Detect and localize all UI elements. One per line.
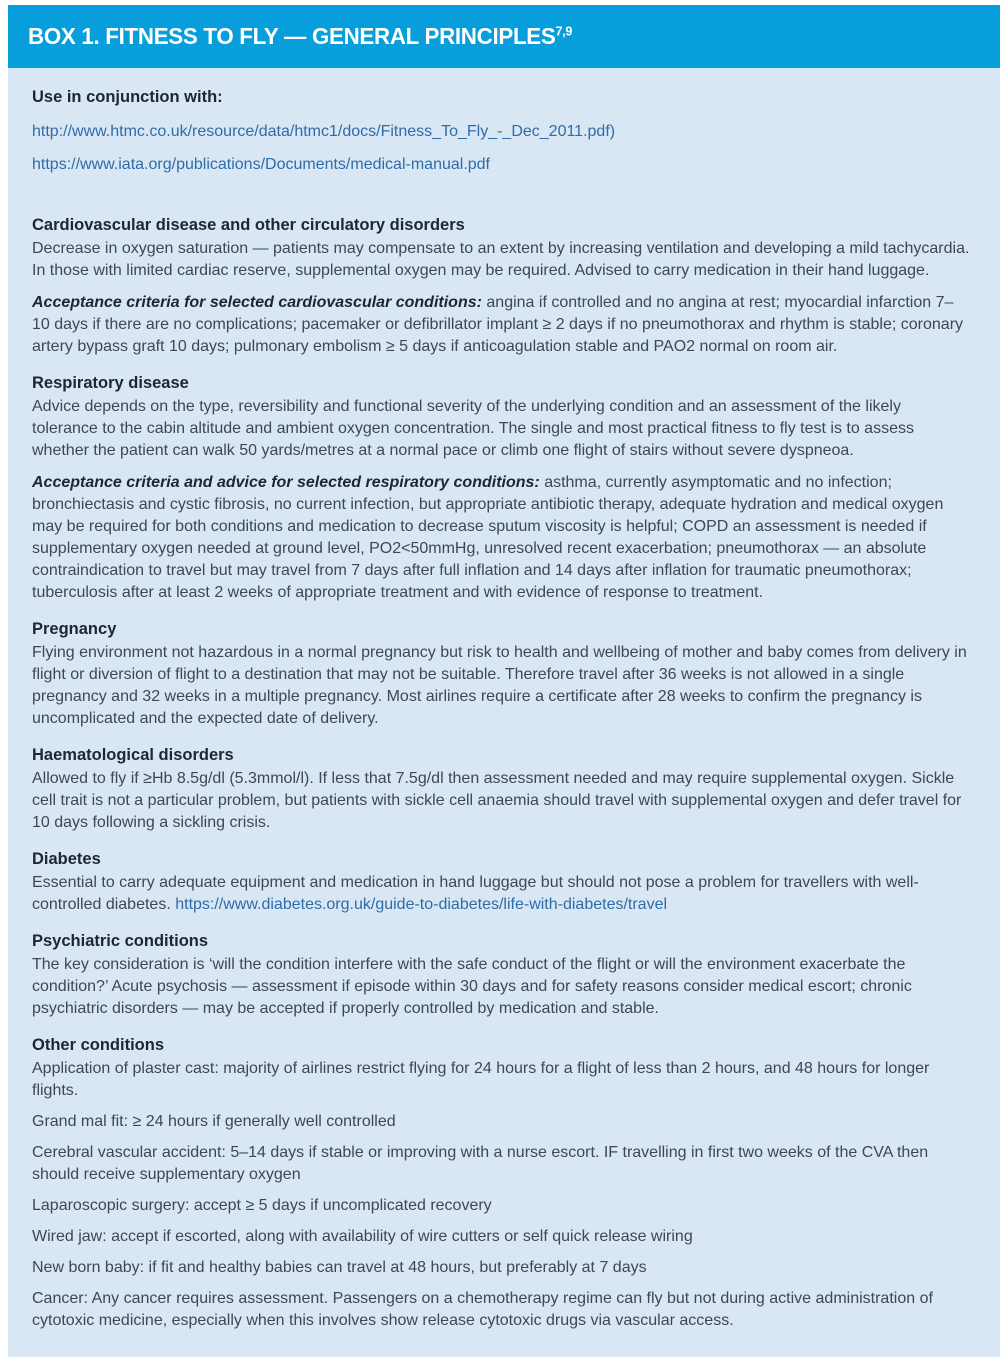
cardiovascular-body-text: Decrease in oxygen saturation — patients may compensate to an extent by increasing ventilation and developing a mild tachycardia. In those with limited cardiac reserve, supplemental oxygen may be required. Advised to carry medication in their hand luggage.: [32, 240, 970, 279]
laparoscopic-surgery-text: Laparoscopic surgery: accept ≥ 5 days if uncomplicated recovery: [32, 1197, 492, 1214]
new-born-baby-text: New born baby: if fit and healthy babies can travel at 48 hours, but preferably at 7 days: [32, 1259, 647, 1276]
diabetes-travel-link[interactable]: https://www.diabetes.org.uk/guide-to-diabetes/life-with-diabetes/travel: [175, 896, 668, 913]
psychiatric-body-text: The key consideration is ‘will the condition interfere with the safe conduct of the flight or will the environment exacerbate the condition?’ Acute psychosis — assessment if episode within 30 days and for safety reasons consider medical escort; chronic psychiatric disorders — may be accepted if properly controlled by medication and stable.: [32, 956, 912, 1017]
box-title-text: BOX 1. FITNESS TO FLY — GENERAL PRINCIPLES: [28, 23, 556, 49]
wired-jaw-text: Wired jaw: accept if escorted, along with availability of wire cutters or self quick release wiring: [32, 1228, 693, 1245]
htmc-link-line: [32, 118, 970, 145]
other-conditions-heading: Other conditions: [32, 1036, 164, 1054]
htmc-fitness-to-fly-link[interactable]: http://www.htmc.co.uk/resource/data/htmc1/docs/Fitness_To_Fly_-_Dec_2011.pdf): [32, 123, 616, 140]
box-title: [28, 23, 572, 50]
grand-mal-fit-text: Grand mal fit: ≥ 24 hours if generally well controlled: [32, 1113, 396, 1130]
haematological-heading: Haematological disorders: [32, 746, 234, 764]
cardiovascular-criteria-paragraph: [32, 292, 970, 358]
box-title-bar: [8, 5, 1000, 68]
iata-link-line: [32, 151, 970, 178]
respiratory-criteria-lead: Acceptance criteria and advice for selected respiratory conditions:: [32, 474, 540, 491]
pregnancy-heading: Pregnancy: [32, 620, 117, 638]
cardiovascular-criteria-text: angina if controlled and no angina at rest; myocardial infarction 7–10 days if there are no complications; pacemaker or defibrillator implant ≥ 2 days if no pneumothorax and rhythm is stable; coronary artery bypass graft 10 days; pulmonary embolism ≥ 5 days if anticoagulation stable and PAO2 normal on room air.: [32, 294, 964, 355]
cardiovascular-criteria-lead: Acceptance criteria for selected cardiovascular conditions:: [32, 294, 482, 311]
plaster-cast-text: Application of plaster cast: majority of airlines restrict flying for 24 hours for a flight of less than 2 hours, and 48 hours for longer flights.: [32, 1060, 930, 1099]
cardiovascular-heading: Cardiovascular disease and other circulatory disorders: [32, 216, 465, 234]
respiratory-heading: Respiratory disease: [32, 374, 189, 392]
pregnancy-body-text: Flying environment not hazardous in a normal pregnancy but risk to health and wellbeing of mother and baby comes from delivery in flight or diversion of flight to a destination that may not be suitable. Therefore travel after 36 weeks is not allowed in a single pregnancy and 32 weeks in a multiple pregnancy. Most airlines require a certificate after 28 weeks to confirm the pregnancy is uncomplicated and the expected date of delivery.: [32, 644, 967, 727]
respiratory-criteria-paragraph: [32, 472, 970, 604]
cancer-text: Cancer: Any cancer requires assessment. Passengers on a chemotherapy regime can fly but not during active administration of cytotoxic medicine, especially when this involves show release cytotoxic drugs via vascular access.: [32, 1290, 933, 1329]
use-in-conjunction-label: Use in conjunction with:: [32, 88, 223, 106]
box-content: [8, 68, 1000, 1357]
psychiatric-heading: Psychiatric conditions: [32, 932, 209, 950]
haematological-body-text: Allowed to fly if ≥Hb 8.5g/dl (5.3mmol/l). If less that 7.5g/dl then assessment needed and may require supplemental oxygen. Sickle cell trait is not a particular problem, but patients with sickle cell anaemia should travel with supplemental oxygen and defer travel for 10 days following a sickling crisis.: [32, 770, 962, 831]
diabetes-heading: Diabetes: [32, 850, 101, 868]
cerebral-vascular-accident-text: Cerebral vascular accident: 5–14 days if stable or improving with a nurse escort. IF travelling in first two weeks of the CVA then should receive supplementary oxygen: [32, 1144, 929, 1183]
box1-panel-background: [8, 5, 1000, 1357]
respiratory-body-text: Advice depends on the type, reversibility and functional severity of the underlying condition and an assessment of the likely tolerance to the cabin altitude and ambient oxygen concentration. The single and most practical fitness to fly test is to assess whether the patient can walk 50 yards/metres at a normal pace or climb one flight of stairs without severe dyspneoa.: [32, 398, 914, 459]
diabetes-body-text: Essential to carry adequate equipment and medication in hand luggage but should not pose a problem for travellers with well-controlled diabetes.: [32, 874, 919, 913]
respiratory-criteria-text: asthma, currently asymptomatic and no infection; bronchiectasis and cystic fibrosis, no current infection, but appropriate antibiotic therapy, adequate hydration and medical oxygen may be required for both conditions and medication to decrease sputum viscosity is helpful; COPD an assessment is needed if supplementary oxygen needed at ground level, PO2<50mmHg, unresolved recent exacerbation; pneumothorax — an absolute contraindication to travel but may travel from 7 days after full inflation and 14 days after inflation for traumatic pneumothorax; tuberculosis after at least 2 weeks of appropriate treatment and with evidence of response to treatment.: [32, 474, 944, 601]
box-title-reference-numbers: 7,9: [555, 23, 573, 39]
iata-medical-manual-link[interactable]: https://www.iata.org/publications/Documents/medical-manual.pdf: [32, 156, 490, 173]
diabetes-body-paragraph: [32, 872, 970, 916]
